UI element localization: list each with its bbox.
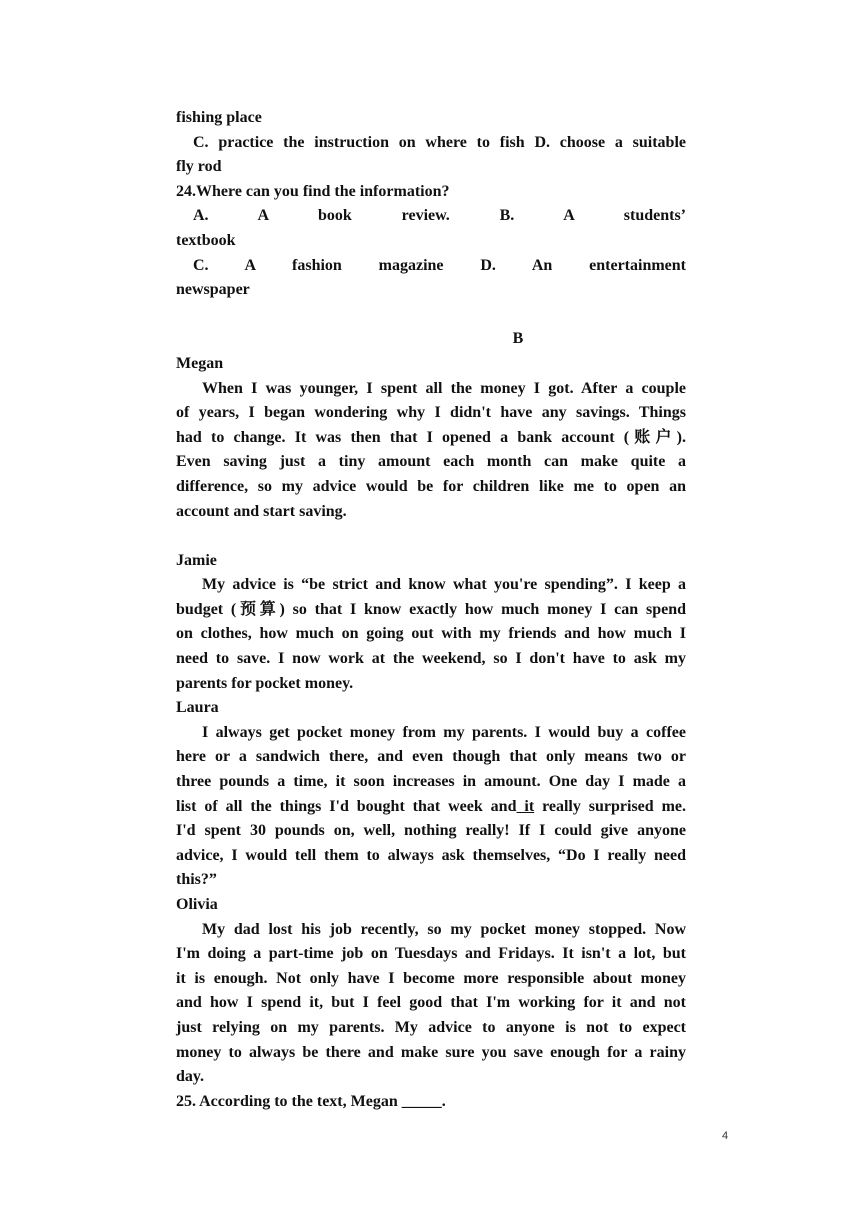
paragraph-line: parents for pocket money.	[176, 674, 354, 692]
paragraph-line: had to change. It was then that I opened a bank account (账户).	[176, 428, 686, 446]
paragraph-line: When I was younger, I spent all the money I got. After a couple	[202, 379, 686, 397]
page-number: 4	[722, 1130, 729, 1142]
paragraph-line: and how I spend it, but I feel good that I'm working for it and not	[176, 994, 686, 1012]
paragraph-line: budget (预算) so that I know exactly how much money I can spend	[176, 600, 686, 618]
text-line: fly rod	[176, 158, 222, 176]
paragraph-line: My dad lost his job recently, so my pocket money stopped. Now	[202, 920, 686, 938]
paragraph-line: My advice is “be strict and know what you're spending”. I keep a	[202, 576, 686, 594]
paragraph-line: just relying on my parents. My advice to anyone is not to expect	[176, 1018, 686, 1036]
paragraph-line: of years, I began wondering why I didn't have any savings. Things	[176, 404, 686, 422]
text-line: newspaper	[176, 281, 250, 299]
paragraph-line: three pounds a time, it soon increases in amount. One day I made a	[176, 773, 686, 791]
paragraph-line: Even saving just a tiny amount each month can make quite a	[176, 453, 686, 471]
option-line: C. practice the instruction on where to fish D. choose a suitable	[193, 133, 686, 151]
text-line: fishing place	[176, 109, 262, 126]
paragraph-line: I always get pocket money from my parents. I would buy a coffee	[202, 723, 686, 741]
speaker-name-laura: Laura	[176, 699, 219, 717]
text-run: list of all the things I'd bought that week and	[176, 797, 517, 815]
question-25: 25. According to the text, Megan _____.	[176, 1092, 446, 1110]
underlined-word: it	[516, 797, 535, 815]
page-content	[176, 106, 686, 1114]
paragraph-line: on clothes, how much on going out with my friends and how much I	[176, 625, 686, 643]
speaker-name-olivia: Olivia	[176, 896, 218, 913]
paragraph-line: I'm doing a part-time job on Tuesdays and Fridays. It isn't a lot, but	[176, 945, 686, 963]
spacer	[176, 524, 686, 549]
paragraph-line: here or a sandwich there, and even though that only means two or	[176, 748, 686, 766]
paragraph-line: money to always be there and make sure you save enough for a rainy	[176, 1043, 686, 1061]
paragraph-line: this?”	[176, 871, 217, 889]
paragraph-line	[176, 795, 686, 820]
section-heading: B	[512, 330, 524, 348]
text-run: really surprised me.	[534, 797, 687, 815]
option-line: A. A book review. B. A students’	[193, 207, 686, 225]
speaker-name-jamie: Jamie	[176, 551, 217, 569]
paragraph-line: I'd spent 30 pounds on, well, nothing really! If I could give anyone	[176, 822, 686, 840]
paragraph-line: it is enough. Not only have I become more responsible about money	[176, 969, 686, 987]
paragraph-line: advice, I would tell them to always ask themselves, “Do I really need	[176, 846, 686, 864]
text-line: textbook	[176, 231, 236, 249]
paragraph-line: account and start saving.	[176, 502, 347, 520]
option-line: C. A fashion magazine D. An entertainment	[193, 256, 686, 274]
paragraph-line: difference, so my advice would be for children like me to open an	[176, 477, 686, 495]
paragraph-line: day.	[176, 1068, 205, 1086]
question-24: 24.Where can you find the information?	[176, 182, 450, 200]
paragraph-line: need to save. I now work at the weekend, so I don't have to ask my	[176, 650, 686, 668]
spacer	[176, 303, 686, 328]
speaker-name-megan: Megan	[176, 354, 224, 372]
